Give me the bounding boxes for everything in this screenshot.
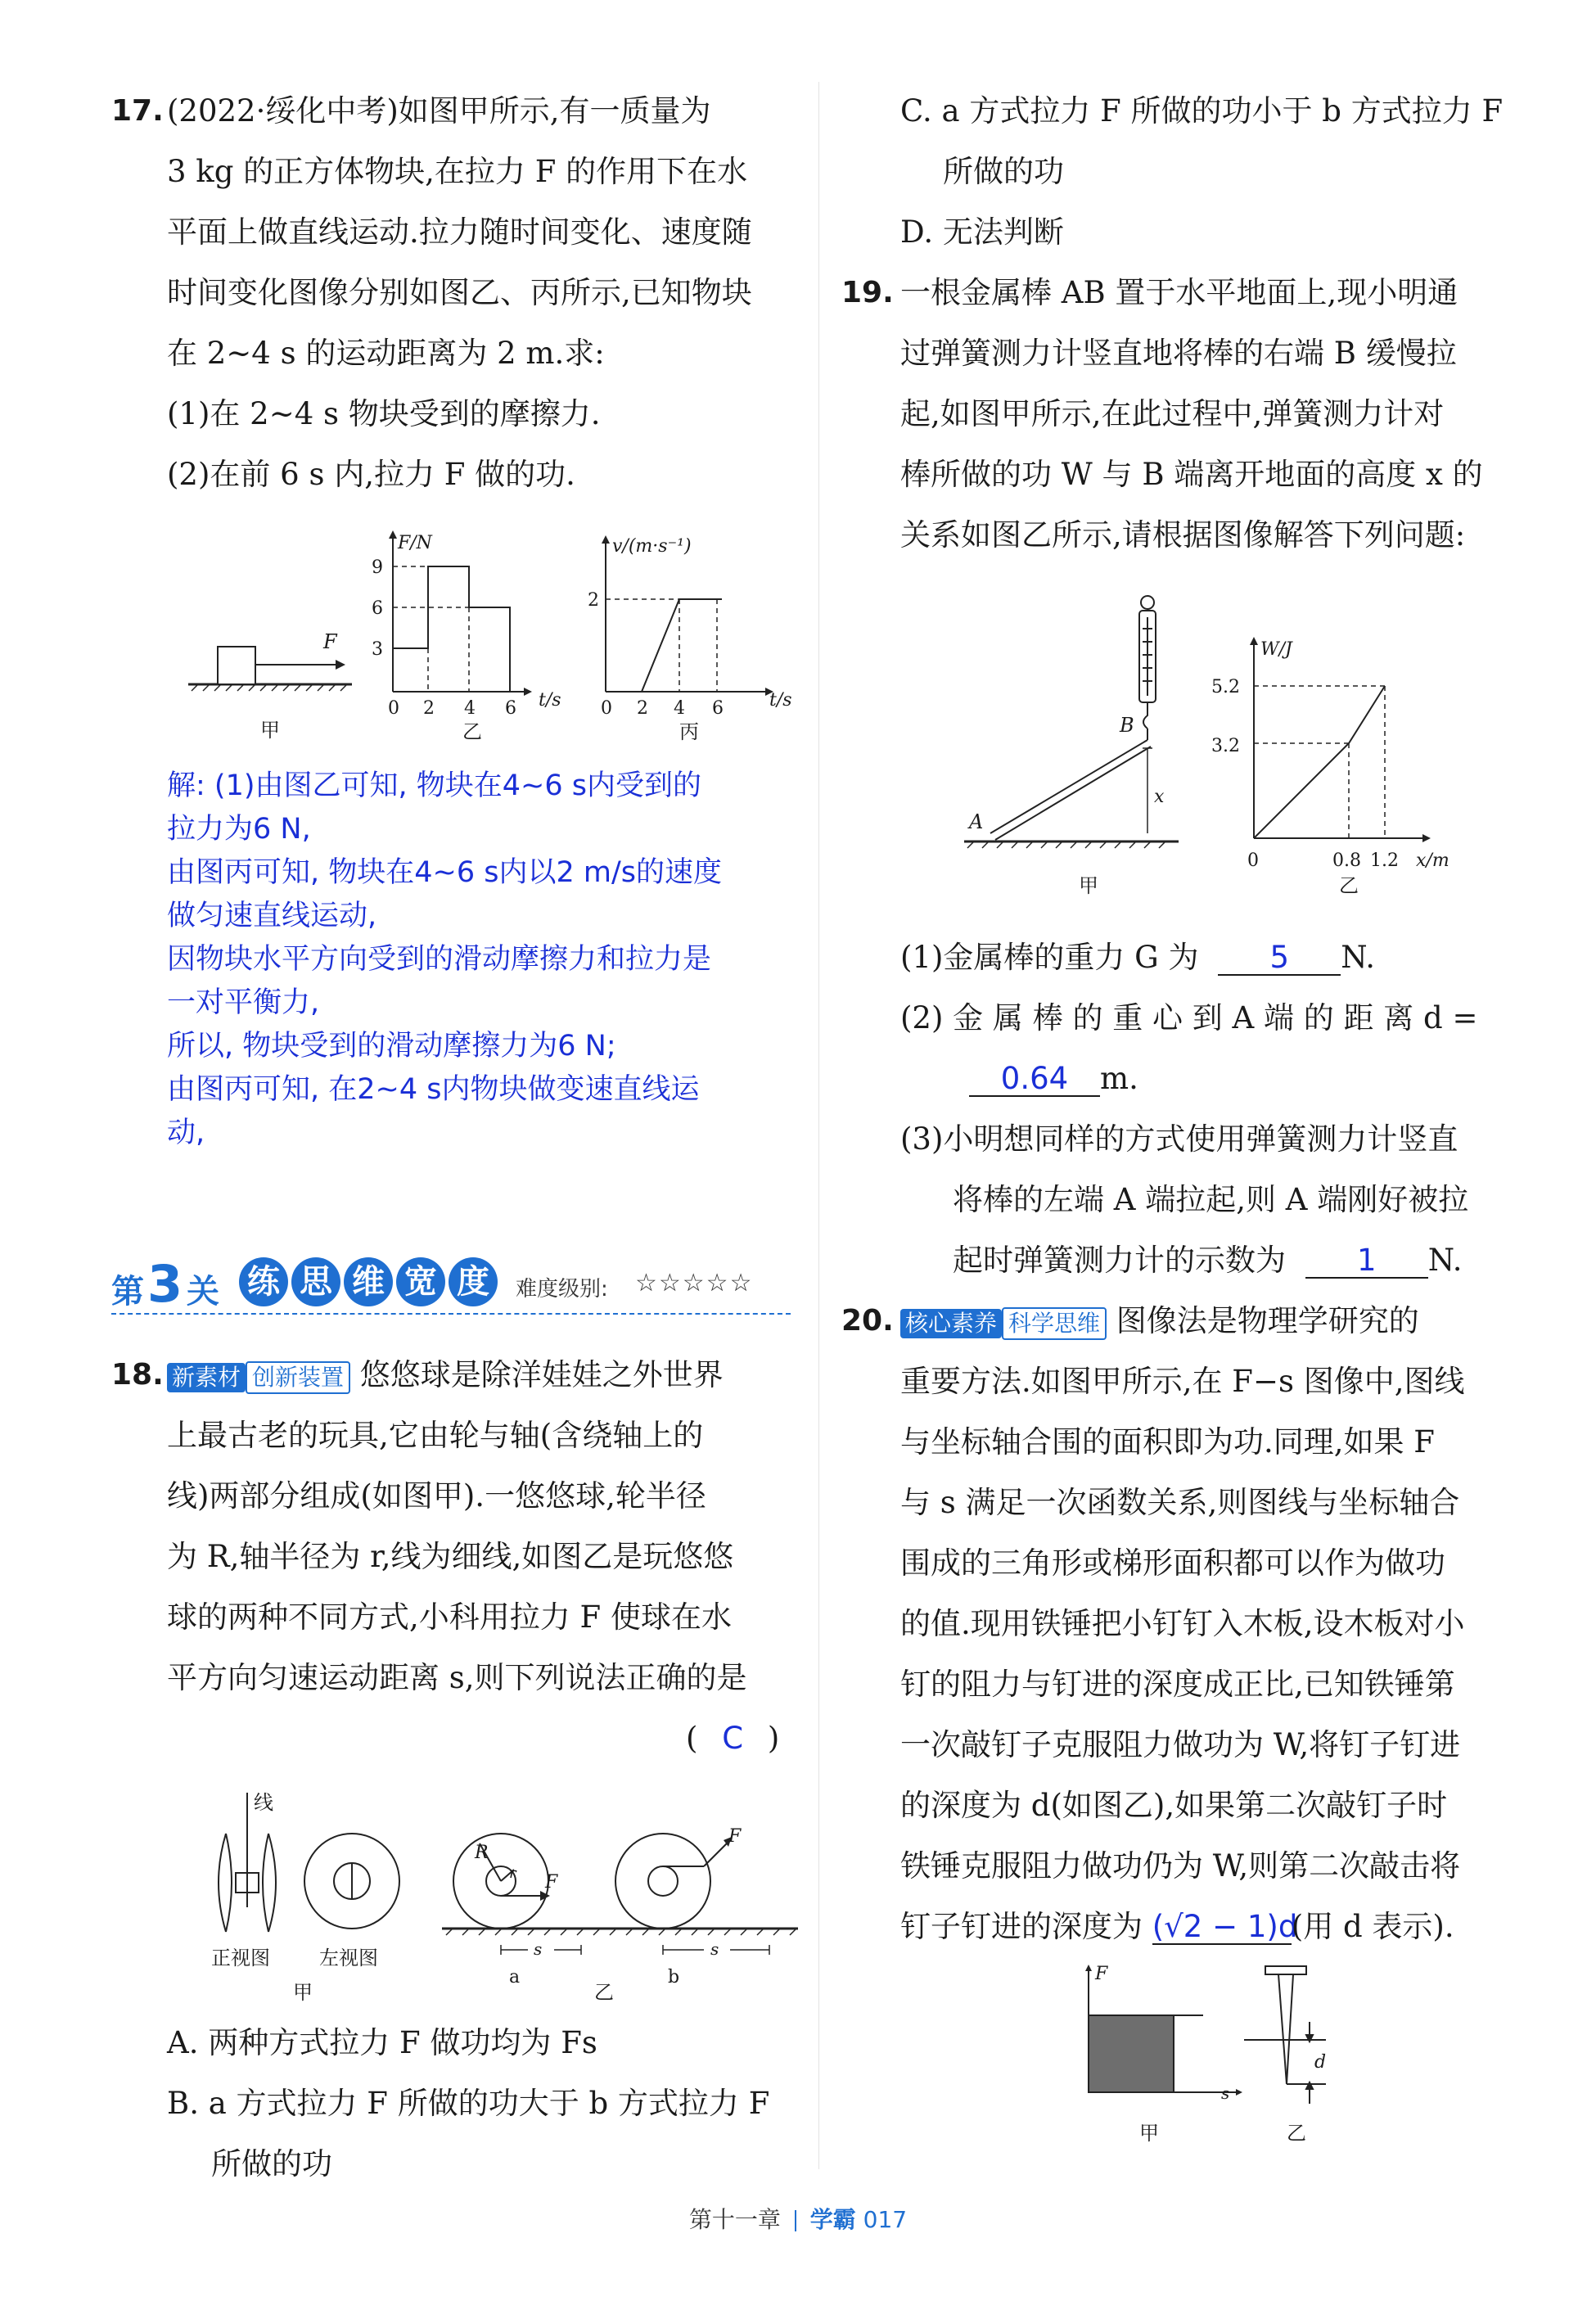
question-text-line: 的深度为 d(如图乙),如果第二次敲钉子时 <box>900 1788 1448 1823</box>
spring-scale <box>1139 596 1156 740</box>
x-axis-label: t/s <box>769 690 792 711</box>
footer-separator <box>795 2210 796 2231</box>
tag-new-material: 新素材 <box>167 1363 246 1392</box>
distance-label: s <box>710 1939 719 1959</box>
x-tick: 0 <box>1247 850 1259 871</box>
difficulty-label: 难度级别: <box>516 1277 608 1302</box>
sub-question-3-answer-line <box>953 1244 1463 1279</box>
question-number: 20. <box>841 1304 894 1338</box>
question-text: 钉子钉进的深度为 <box>900 1909 1143 1944</box>
question-first-line <box>167 1359 724 1394</box>
solution-line: 由图丙可知, 在2~4 s内物块做变速直线运 <box>167 1073 700 1106</box>
y-axis-label: F/N <box>398 533 432 553</box>
unit: N. <box>1341 940 1376 975</box>
question-text-line: 球的两种不同方式,小科用拉力 F 使球在水 <box>167 1599 732 1635</box>
string-label: 线 <box>254 1791 273 1814</box>
figure-label-yi: 乙 <box>1287 2122 1306 2145</box>
unit: N. <box>1427 1243 1463 1278</box>
option-b-cont: 所做的功 <box>211 2146 332 2181</box>
answer-blank[interactable]: 1 <box>1305 1244 1428 1279</box>
question-text-line: 平面上做直线运动.拉力随时间变化、速度随 <box>167 214 752 250</box>
question-text-line: 铁锤克服阻力做功仍为 W,则第二次敲击将 <box>900 1848 1461 1884</box>
y-tick: 6 <box>372 598 383 619</box>
sub-question-text: 起时弹簧测力计的示数为 <box>953 1243 1286 1278</box>
question-text-line: 关系如图乙所示,请根据图像解答下列问题: <box>900 517 1466 553</box>
figure-label-jia: 甲 <box>260 719 280 742</box>
chapter-label: 第十一章 <box>688 2206 781 2233</box>
y-tick: 3 <box>372 639 383 660</box>
question-number: 17. <box>111 94 164 128</box>
yoyo-mode-a <box>453 1834 548 1929</box>
solution-line: 拉力为6 N, <box>167 813 311 846</box>
x-axis-label: s <box>1221 2083 1230 2103</box>
question-text-line: 平方向匀速运动距离 s,则下列说法正确的是 <box>167 1660 747 1695</box>
solution-line: 所以, 物块受到的滑动摩擦力为6 N; <box>167 1030 616 1063</box>
y-axis-label: v/(m·s⁻¹) <box>612 536 692 557</box>
work-curve <box>1254 686 1385 838</box>
question-first-line <box>900 1305 1419 1340</box>
figure-label-jia: 甲 <box>293 1981 313 2004</box>
question-text-line: 为 R,轴半径为 r,线为细线,如图乙是玩悠悠 <box>167 1539 734 1574</box>
yoyo-left-view <box>304 1834 399 1929</box>
question-last-line <box>900 1911 1454 1945</box>
question-text-line: 3 kg 的正方体物块,在拉力 F 的作用下在水 <box>167 154 748 189</box>
height-x-label: x <box>1154 787 1165 807</box>
question-text-line: 一根金属棒 AB 置于水平地面上,现小明通 <box>900 275 1458 310</box>
option-d[interactable]: D. 无法判断 <box>900 214 1064 250</box>
question-text-line: 一次敲钉子克服阻力做功为 W,将钉子钉进 <box>900 1727 1461 1762</box>
answer-choice: C <box>722 1721 744 1756</box>
figure-label-yi: 乙 <box>1339 874 1359 897</box>
yoyo-mode-b <box>615 1834 727 1929</box>
y-tick: 9 <box>372 557 383 578</box>
x-tick: 4 <box>464 698 476 719</box>
banner-divider <box>111 1313 791 1315</box>
banner-title <box>239 1257 501 1306</box>
ground <box>964 841 1179 848</box>
question-text: 图像法是物理学研究的 <box>1116 1303 1419 1338</box>
tag-innovative-device: 创新装置 <box>246 1361 350 1394</box>
sub-question-2: (2) 金 属 棒 的 重 心 到 A 端 的 距 离 d = <box>900 1000 1478 1035</box>
answer-blank[interactable]: (√2 − 1)d <box>1152 1909 1298 1944</box>
force-curve <box>393 566 510 692</box>
banner-number: 3 <box>147 1254 183 1314</box>
banner-char: 思 <box>291 1257 340 1306</box>
question-text-line: (2022·绥化中考)如图甲所示,有一质量为 <box>167 93 711 129</box>
page-footer <box>0 2202 1596 2235</box>
radius-R-label: R <box>475 1843 489 1863</box>
figure-label-yi: 乙 <box>462 720 482 743</box>
radius-r-label: r <box>509 1865 516 1882</box>
question-text-line: 重要方法.如图甲所示,在 F−s 图像中,图线 <box>900 1364 1465 1399</box>
x-tick: 1.2 <box>1370 850 1399 871</box>
question-text-line: 过弹簧测力计竖直地将棒的右端 B 缓慢拉 <box>900 336 1457 371</box>
question-text: (用 d 表示). <box>1291 1909 1454 1944</box>
block <box>218 647 255 684</box>
difficulty-stars: ☆☆☆☆☆ <box>635 1269 754 1297</box>
block-diagram <box>188 630 352 742</box>
nail-diagram <box>1244 1966 1326 2104</box>
sub-question-3-line: 将棒的左端 A 端拉起,则 A 端刚好被拉 <box>953 1182 1469 1217</box>
brand-label: 学霸 <box>809 2206 856 2233</box>
question-text-line: 上最古老的玩具,它由轮与轴(含绕轴上的 <box>167 1418 704 1453</box>
end-B-label: B <box>1120 714 1134 737</box>
sub-question-3: (3)小明想同样的方式使用弹簧测力计竖直 <box>900 1121 1458 1157</box>
work-height-graph <box>1211 637 1449 897</box>
question-text-line: 在 2~4 s 的运动距离为 2 m.求: <box>167 336 605 371</box>
solution-line: 由图丙可知, 物块在4~6 s内以2 m/s的速度 <box>167 856 722 889</box>
distance-label: s <box>534 1939 543 1959</box>
question-text-line: 围成的三角形或梯形面积都可以作为做功 <box>900 1545 1445 1581</box>
answer-bracket <box>686 1722 779 1755</box>
mode-a-label: a <box>509 1967 521 1987</box>
x-tick: 0.8 <box>1332 850 1361 871</box>
x-axis-label: x/m <box>1416 850 1449 871</box>
x-tick: 4 <box>674 698 685 719</box>
banner-char: 度 <box>449 1257 498 1306</box>
sub-question-text: (1)金属棒的重力 G 为 <box>900 940 1199 975</box>
sub-question-2: (2)在前 6 s 内,拉力 F 做的功. <box>167 457 575 492</box>
force-label: F <box>323 630 337 653</box>
banner-prefix: 第 <box>111 1273 144 1311</box>
option-b[interactable]: B. a 方式拉力 F 所做的功大于 b 方式拉力 F <box>167 2086 770 2121</box>
figure-17 <box>180 524 818 753</box>
question-text-line: 线)两部分组成(如图甲).一悠悠球,轮半径 <box>167 1478 706 1514</box>
figure-label-yi: 乙 <box>594 1981 614 2004</box>
x-tick: 2 <box>637 698 648 719</box>
x-tick: 6 <box>712 698 724 719</box>
mode-b-label: b <box>668 1967 680 1987</box>
solution-line: 一对平衡力, <box>167 986 320 1019</box>
front-view-label: 正视图 <box>211 1947 270 1969</box>
solution-line: 因物块水平方向受到的滑动摩擦力和拉力是 <box>167 943 712 976</box>
figure-label-jia: 甲 <box>1079 874 1098 897</box>
y-tick: 5.2 <box>1211 677 1240 697</box>
figure-20 <box>1072 1961 1350 2150</box>
solution-line: 解: (1)由图乙可知, 物块在4~6 s内受到的 <box>167 769 701 802</box>
question-text-line: 与 s 满足一次函数关系,则图线与坐标轴合 <box>900 1485 1460 1520</box>
x-tick: 0 <box>388 698 399 719</box>
question-text-line: 起,如图甲所示,在此过程中,弹簧测力计对 <box>900 396 1445 431</box>
y-axis-label: F <box>1095 1964 1108 1984</box>
shaded-area <box>1089 2015 1174 2092</box>
bracket-close: ) <box>767 1721 780 1756</box>
velocity-curve <box>606 599 722 692</box>
sub-question-2-answer <box>969 1063 1138 1097</box>
x-tick: 0 <box>601 698 612 719</box>
depth-d-label: d <box>1314 2052 1327 2073</box>
y-tick: 3.2 <box>1211 736 1240 756</box>
answer-blank[interactable]: 5 <box>1218 941 1341 976</box>
ground <box>442 1929 798 1935</box>
figure-19 <box>958 588 1481 899</box>
end-A-label: A <box>969 810 984 833</box>
metal-rod <box>990 740 1151 840</box>
force-label: F <box>545 1872 558 1893</box>
answer-blank[interactable]: 0.64 <box>969 1063 1100 1097</box>
question-text-line: 与坐标轴合围的面积即为功.同理,如果 F <box>900 1424 1435 1460</box>
figure-label-bing: 丙 <box>679 720 699 743</box>
banner-suffix: 关 <box>187 1273 219 1311</box>
force-distance-graph <box>1085 1964 1242 2145</box>
question-text-line: 的值.现用铁锤把小钉钉入木板,设木板对小 <box>900 1606 1465 1641</box>
x-tick: 2 <box>423 698 435 719</box>
solution-line: 动, <box>167 1117 205 1149</box>
banner-char: 维 <box>344 1257 393 1306</box>
option-c-cont: 所做的功 <box>943 154 1064 189</box>
option-c[interactable]: C. a 方式拉力 F 所做的功小于 b 方式拉力 F <box>900 93 1504 129</box>
question-number: 18. <box>111 1358 164 1392</box>
option-a[interactable]: A. 两种方式拉力 F 做功均为 Fs <box>167 2025 597 2060</box>
force-time-graph <box>372 530 561 743</box>
page-number: 017 <box>863 2206 908 2233</box>
x-axis-label: t/s <box>539 690 561 711</box>
question-text-line: 棒所做的功 W 与 B 端离开地面的高度 x 的 <box>900 457 1483 492</box>
y-tick: 2 <box>588 590 599 611</box>
banner-char: 练 <box>239 1257 288 1306</box>
figure-18 <box>196 1784 802 2005</box>
left-view-label: 左视图 <box>319 1947 378 1969</box>
sub-question-1: (1)在 2~4 s 物块受到的摩擦力. <box>167 396 601 431</box>
question-number: 19. <box>841 276 894 309</box>
unit: m. <box>1100 1061 1138 1096</box>
y-axis-label: W/J <box>1260 639 1292 660</box>
force-label: F <box>728 1826 742 1847</box>
solution-line: 做匀速直线运动, <box>167 900 377 932</box>
section-banner <box>111 1254 799 1320</box>
question-text-line: 钉的阻力与钉进的深度成正比,已知铁锤第 <box>900 1667 1455 1702</box>
banner-char: 宽 <box>396 1257 445 1306</box>
velocity-time-graph <box>588 535 792 743</box>
sub-question-1 <box>900 941 1375 976</box>
column-divider <box>818 82 819 2169</box>
tag-scientific-thinking: 科学思维 <box>1002 1307 1107 1340</box>
x-tick: 6 <box>505 698 516 719</box>
tag-core-literacy: 核心素养 <box>900 1309 1002 1338</box>
question-text-line: 时间变化图像分别如图乙、丙所示,已知物块 <box>167 275 752 310</box>
bracket-open: ( <box>686 1721 698 1756</box>
figure-label-jia: 甲 <box>1139 2122 1159 2145</box>
question-text: 悠悠球是除洋娃娃之外世界 <box>359 1357 724 1392</box>
